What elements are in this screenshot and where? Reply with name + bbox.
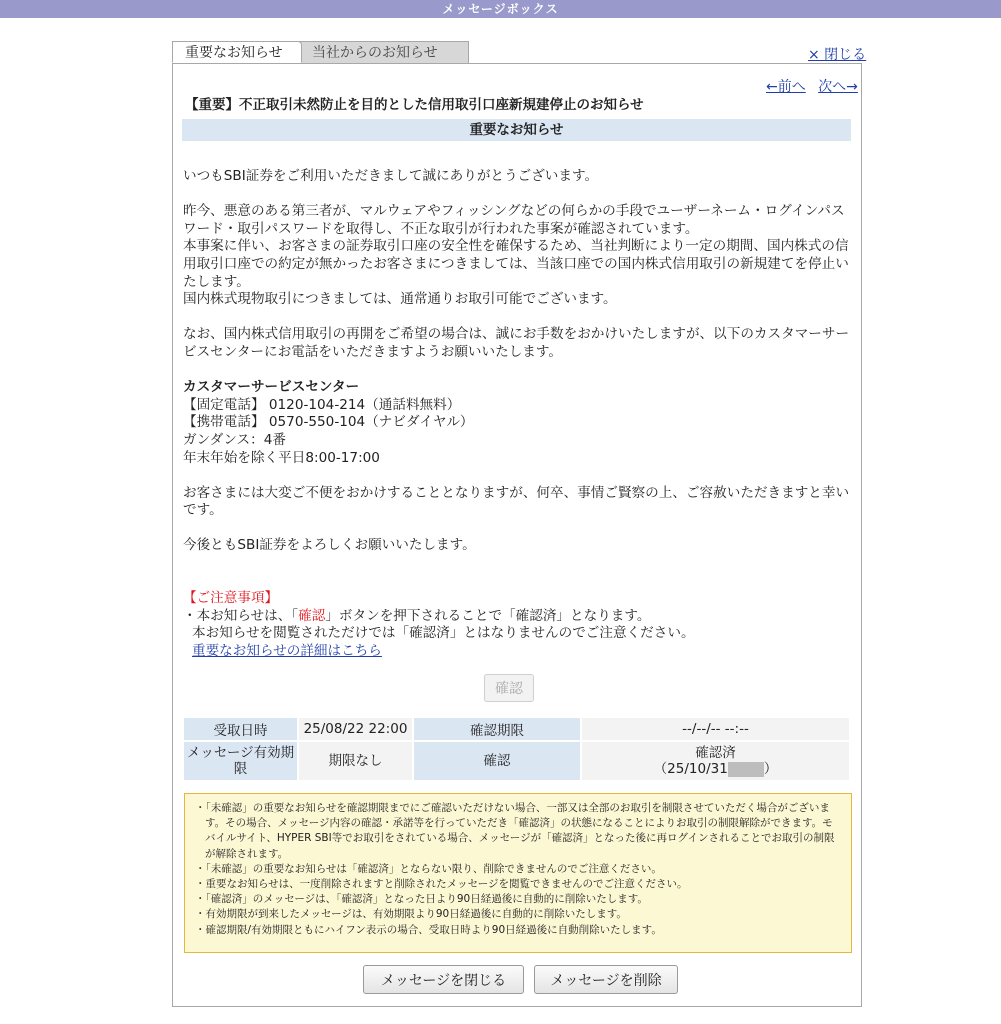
- notes-line-1-post: 」ボタンを押下されることで「確認済」となります。: [325, 607, 651, 624]
- notice-line: ・「確認済」のメッセージは、「確認済」となった日より90日経過後に自動的に削除いたします。: [195, 893, 648, 906]
- notice-line: ・「未確認」の重要なお知らせは「確認済」とならない限り、削除できませんのでご注意ください。: [195, 862, 662, 875]
- notes-line-1-pre: ・本お知らせは、「: [183, 607, 299, 624]
- notice-line: ・「未確認」の重要なお知らせを確認期限までにご確認いただけない場合、一部又は全部のお取引を制限させていただく場合がございます。その場合、メッセージ内容の確認・承諾等を行っていただき「確認済」の状態になることによりお取引の制限解除ができます。モバイルサイト、HYPER SBI等でお取引をされている場合、メッセージが「確認済」となった後に再ログインされることでお取引の制限が解除されます。: [195, 802, 835, 860]
- body-paragraph-2: 本事案に伴い、お客さまの証券取引口座の安全性を確保するため、当社判断により一定の期間、国内株式の信用取引口座での約定が無かったお客さまにつきましては、当該口座での国内株式信用取引の新規建てを停止いたします。: [183, 238, 849, 290]
- redacted-mask: [728, 762, 764, 777]
- contact-mobile: 【携帯電話】 0570-550-104（ナビダイヤル）: [183, 414, 474, 431]
- validity-label: メッセージ有効期限: [183, 741, 298, 781]
- confirm-status-label: 確認: [413, 741, 581, 781]
- validity-value: 期限なし: [298, 741, 413, 781]
- message-body: [183, 168, 855, 661]
- received-label: 受取日時: [183, 717, 298, 741]
- tab-company-notices[interactable]: 当社からのお知らせ: [299, 41, 469, 63]
- body-paragraph-4: なお、国内株式信用取引の再開をご希望の場合は、誠にお手数をおかけいたしますが、以下のカスタマーサービスセンターにお電話をいただきますようお願いいたします。: [183, 326, 850, 360]
- contact-title: カスタマーサービスセンター: [183, 379, 360, 396]
- deadline-label: 確認期限: [413, 717, 581, 741]
- contact-landline: 【固定電話】 0120-104-214（通話料無料）: [183, 396, 461, 413]
- closing-text: 今後ともSBI証券をよろしくお願いいたします。: [183, 537, 476, 554]
- tab-important-notices[interactable]: 重要なお知らせ: [172, 41, 302, 63]
- notice-line: ・重要なお知らせは、一度削除されますと削除されたメッセージを閲覧できませんのでご注意ください。: [195, 878, 688, 891]
- confirm-button[interactable]: 確認: [484, 674, 534, 702]
- notice-line: ・確認期限/有効期限ともにハイフン表示の場合、受取日時より90日経過後に自動削除いたします。: [195, 923, 662, 936]
- deadline-value: --/--/-- --:--: [581, 717, 850, 741]
- delete-message-button[interactable]: メッセージを削除: [534, 965, 678, 994]
- confirm-date-close: ）: [763, 761, 778, 777]
- notice-box: [184, 793, 852, 953]
- notes-heading: 【ご注意事項】: [183, 590, 279, 607]
- message-pager: [758, 76, 858, 96]
- contact-hours: 年末年始を除く平日8:00-17:00: [183, 449, 380, 466]
- message-subject: 【重要】不正取引未然防止を目的とした信用取引口座新規建停止のお知らせ: [185, 97, 644, 113]
- received-value: 25/08/22 22:00: [298, 717, 413, 741]
- confirm-status-cell: [581, 741, 850, 781]
- close-link[interactable]: × 閉じる: [808, 47, 867, 63]
- confirm-date: [582, 761, 849, 777]
- body-paragraph-3: 国内株式現物取引につきましては、通常通りお取引可能でございます。: [183, 291, 617, 308]
- notes-line-2: 本お知らせを閲覧されただけでは「確認済」とはなりませんのでご注意ください。: [192, 625, 695, 642]
- notes-confirm-keyword: 確認: [298, 607, 326, 624]
- message-category-header: 重要なお知らせ: [182, 119, 851, 141]
- apology-text: お客さまには大変ご不便をおかけすることとなりますが、何卒、事情ご賢察の上、ご容赦いただきますと幸いです。: [183, 484, 850, 519]
- close-message-button[interactable]: メッセージを閉じる: [363, 965, 524, 994]
- prev-link[interactable]: ←前へ: [766, 79, 806, 95]
- confirm-status-value: 確認済: [695, 745, 736, 761]
- notice-line: ・有効期限が到来したメッセージは、有効期限より90日経過後に自動的に削除いたします。: [195, 908, 627, 921]
- contact-guidance: ガンダンス：4番: [183, 431, 286, 448]
- body-paragraph-1: 昨今、悪意のある第三者が、マルウェアやフィッシングなどの何らかの手段でユーザーネーム・ログインパスワード・取引パスワードを取得し、不正な取引が行われた事案が確認されています。: [183, 203, 845, 237]
- message-info-table: [182, 716, 851, 782]
- greeting-text: いつもSBI証券をご利用いただきまして誠にありがとうございます。: [183, 168, 599, 184]
- confirm-date-open: （25/10/31: [653, 761, 728, 777]
- details-link[interactable]: 重要なお知らせの詳細はこちら: [192, 643, 382, 660]
- notes-line-1: [183, 608, 855, 626]
- window-title: メッセージボックス: [0, 0, 1001, 18]
- next-link[interactable]: 次へ→: [818, 79, 858, 95]
